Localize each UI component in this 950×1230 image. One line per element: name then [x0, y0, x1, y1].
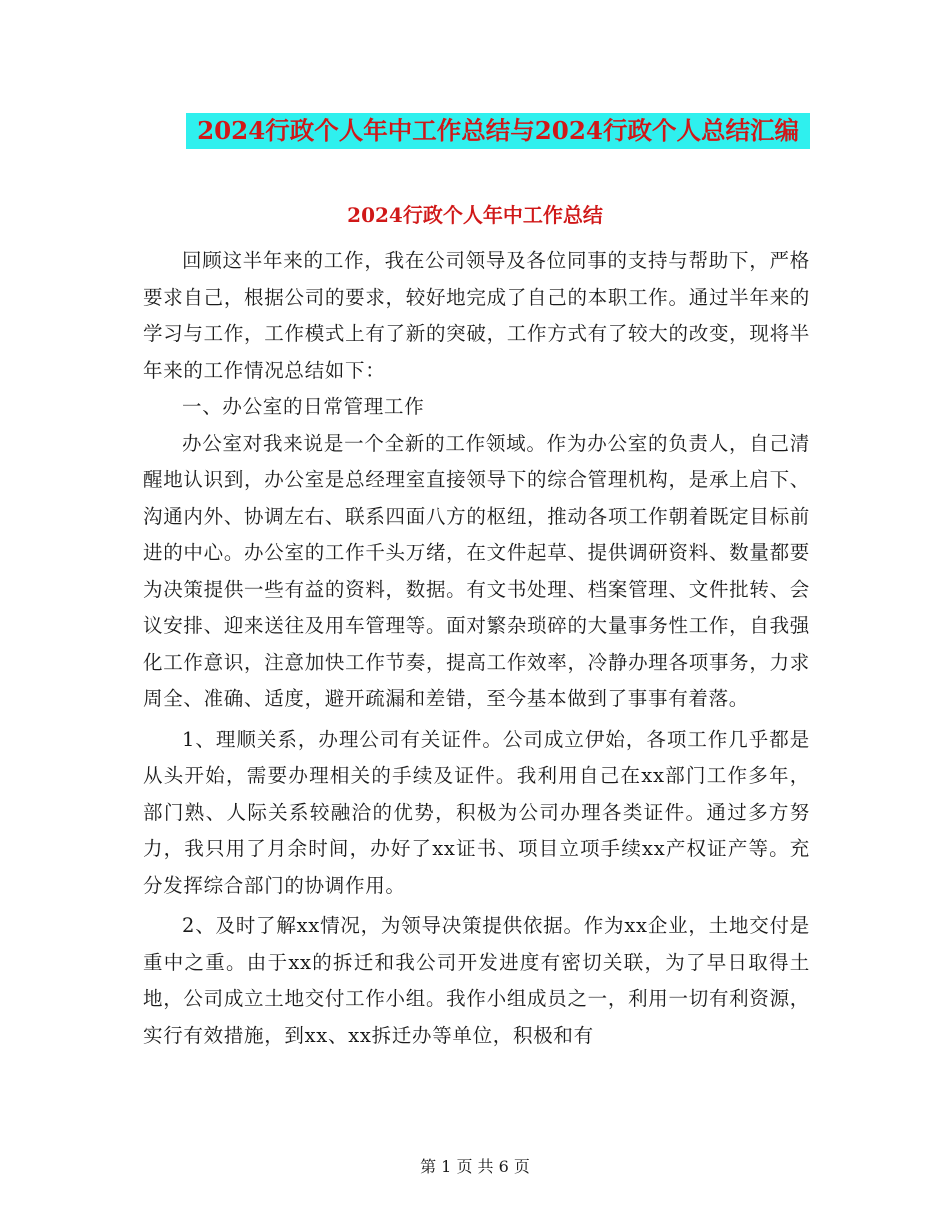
heading-office-management: 一、办公室的日常管理工作 [182, 395, 425, 418]
paragraph-point-1: 1、理顺关系，办理公司有关证件。公司成立伊始，各项工作几乎都是从头开始，需要办理相关的手续及证件。我利用自己在xx部门工作多年，部门熟、人际关系较融洽的优势，积极为公司办理各类证件。通过多方努力，我只用了月余时间，办好了xx证书、项目立项手续xx产权证产等。充分发挥综合部门的协调作用。 [143, 727, 810, 897]
paragraph-intro: 回顾这半年来的工作，我在公司领导及各位同事的支持与帮助下，严格要求自己，根据公司的要求，较好地完成了自己的本职工作。通过半年来的学习与工作，工作模式上有了新的突破，工作方式有了较大的改变，现将半年来的工作情况总结如下： [143, 249, 810, 382]
document-main-title: 2024行政个人年中工作总结与2024行政个人总结汇编 [186, 113, 810, 149]
document-body [143, 243, 810, 1054]
page-footer: 第 1 页 共 6 页 [420, 1157, 530, 1176]
paragraph-point-2: 2、及时了解xx情况，为领导决策提供依据。作为xx企业，土地交付是重中之重。由于xx的拆迁和我公司开发进度有密切关联，为了早日取得土地，公司成立土地交付工作小组。我作小组成员之一，利用一切有利资源，实行有效措施，到xx、xx拆迁办等单位，积极和有 [143, 914, 810, 1047]
paragraph-office-role: 办公室对我来说是一个全新的工作领域。作为办公室的负责人，自己清醒地认识到，办公室是总经理室直接领导下的综合管理机构，是承上启下、沟通内外、协调左右、联系四面八方的枢纽，推动各项工作朝着既定目标前进的中心。办公室的工作千头万绪，在文件起草、提供调研资料、数量都要为决策提供一些有益的资料，数据。有文书处理、档案管理、文件批转、会议安排、迎来送往及用车管理等。面对繁杂琐碎的大量事务性工作，自我强化工作意识，注意加快工作节奏，提高工作效率，冷静办理各项事务，力求周全、准确、适度，避开疏漏和差错，至今基本做到了事事有着落。 [143, 431, 810, 710]
section-title: 2024行政个人年中工作总结 [347, 203, 603, 227]
